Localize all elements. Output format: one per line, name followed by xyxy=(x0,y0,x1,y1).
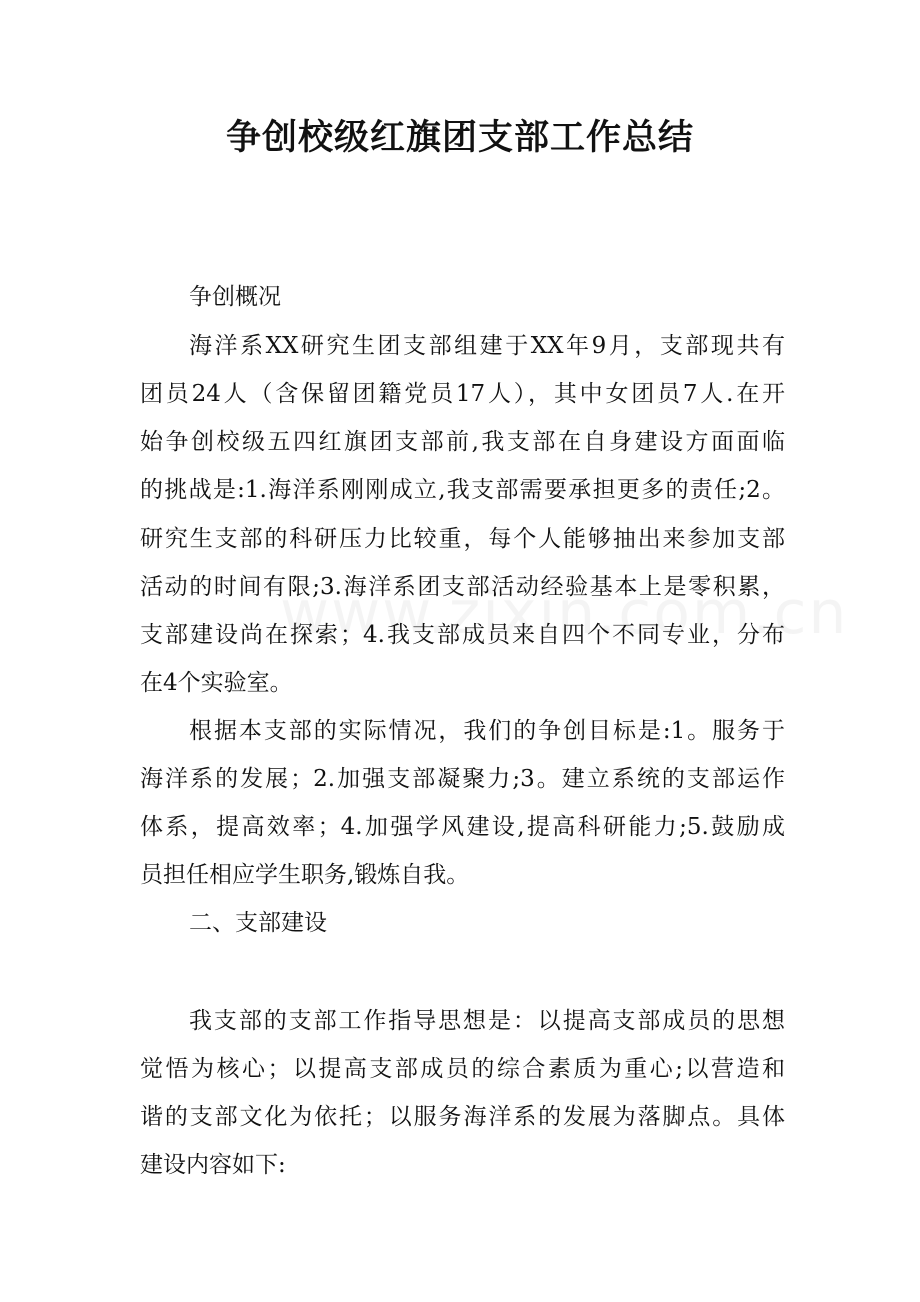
paragraph-line: 觉悟为核心；以提高支部成员的综合素质为重心;以营造和 xyxy=(140,1056,785,1082)
paragraph-line: 的挑战是:1.海洋系刚刚成立,我支部需要承担更多的责任;2。 xyxy=(140,477,785,503)
paragraph-line: 支部建设尚在探索；4.我支部成员来自四个不同专业，分布 xyxy=(140,622,785,648)
paragraph-line: 研究生支部的科研压力比较重，每个人能够抽出来参加支部 xyxy=(140,526,785,552)
paragraph-line: 始争创校级五四红旗团支部前,我支部在自身建设方面面临 xyxy=(140,429,785,455)
document-title: 争创校级红旗团支部工作总结 xyxy=(225,117,694,158)
paragraph-line: 我支部的支部工作指导思想是：以提高支部成员的思想 xyxy=(189,1008,785,1034)
paragraph-line: 体系，提高效率；4.加强学风建设,提高科研能力;5.鼓励成 xyxy=(140,814,785,840)
paragraph-line: 海洋系的发展；2.加强支部凝聚力;3。建立系统的支部运作 xyxy=(140,766,785,792)
paragraph-line: 在4个实验室。 xyxy=(140,670,293,696)
paragraph-line: 建设内容如下: xyxy=(140,1152,286,1178)
paragraph-line: 根据本支部的实际情况，我们的争创目标是:1。服务于 xyxy=(189,718,785,744)
heading-section-2: 二、支部建设 xyxy=(189,910,327,936)
heading-overview: 争创概况 xyxy=(189,284,281,310)
paragraph-line: 员担任相应学生职务,锻炼自我。 xyxy=(140,862,470,888)
paragraph-line: 海洋系XX研究生团支部组建于XX年9月，支部现共有 xyxy=(189,333,785,359)
paragraph-line: 活动的时间有限;3.海洋系团支部活动经验基本上是零积累， xyxy=(140,574,785,600)
paragraph-line: 团员24人（含保留团籍党员17人），其中女团员7人.在开 xyxy=(140,381,785,407)
paragraph-line: 谐的支部文化为依托；以服务海洋系的发展为落脚点。具体 xyxy=(140,1104,785,1130)
